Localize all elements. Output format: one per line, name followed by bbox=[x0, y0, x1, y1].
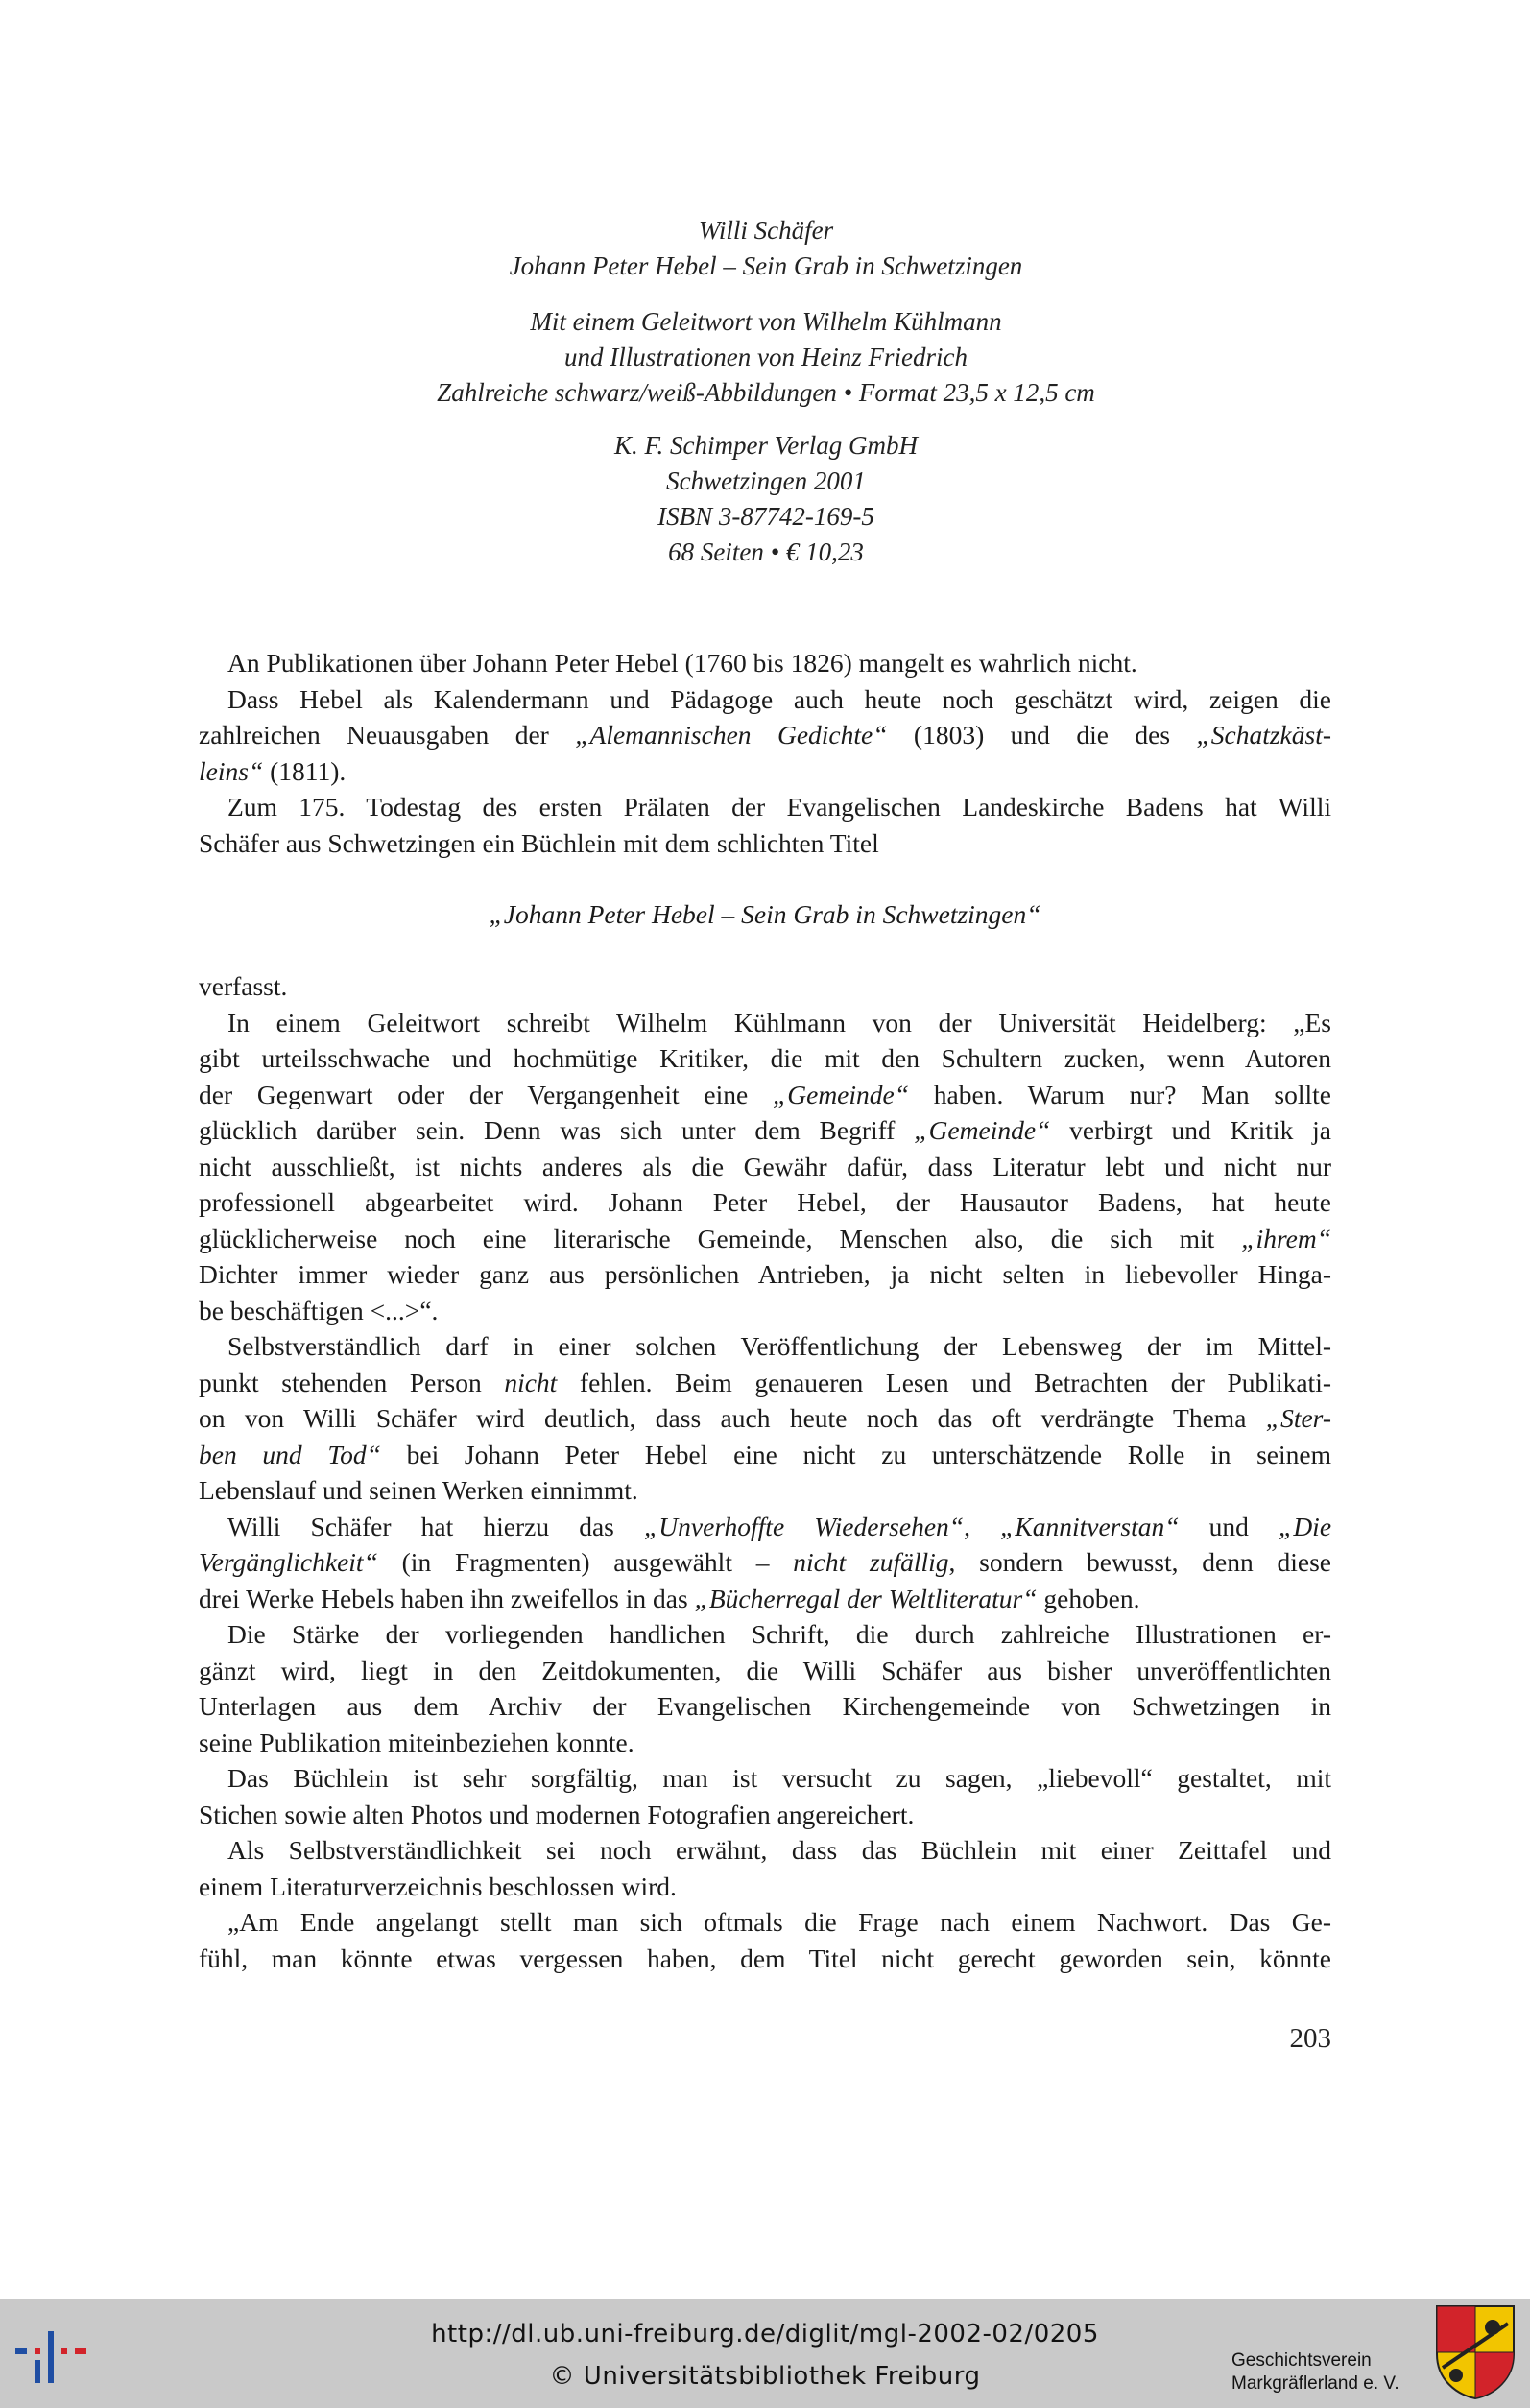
text-line: Stichen sowie alten Photos und modernen Fotografien angereichert. bbox=[199, 1799, 915, 1829]
text-line: In einem Geleitwort schreibt Wilhelm Kühlmann von der Universität Heidelberg: „Es bbox=[227, 1007, 1331, 1037]
document-url-link[interactable]: http://dl.ub.uni-freiburg.de/diglit/mgl-2002-02/0205 bbox=[431, 2320, 1099, 2348]
text-line: drei Werke Hebels haben ihn zweifellos in das „Bücherregal der Weltliteratur“ gehoben. bbox=[199, 1583, 1140, 1613]
publisher: K. F. Schimper Verlag GmbH bbox=[614, 431, 918, 460]
credit-line: Zahlreiche schwarz/weiß-Abbildungen • Format 23,5 x 12,5 cm bbox=[437, 378, 1095, 407]
text-line: der Gegenwart oder der Vergangenheit eine „Gemeinde“ haben. Warum nur? Man sollte bbox=[199, 1079, 1331, 1109]
text-line: gänzt wird, liegt in den Zeitdokumenten, die Willi Schäfer aus bisher unveröffentlichten bbox=[199, 1655, 1331, 1685]
book-title: Johann Peter Hebel – Sein Grab in Schwetzingen bbox=[509, 251, 1023, 280]
text-line: Schäfer aus Schwetzingen ein Büchlein mit dem schlichten Titel bbox=[199, 827, 879, 858]
text-line: einem Literaturverzeichnis beschlossen wird. bbox=[199, 1871, 677, 1901]
quoted-book-title: „Johann Peter Hebel – Sein Grab in Schwetzingen“ bbox=[489, 899, 1041, 929]
text-line: An Publikationen über Johann Peter Hebel (1760 bis 1826) mangelt es wahrlich nicht. bbox=[227, 648, 1137, 678]
text-line: Zum 175. Todestag des ersten Prälaten der Evangelischen Landeskirche Badens hat Willi bbox=[227, 792, 1331, 822]
credit-line: und Illustrationen von Heinz Friedrich bbox=[564, 343, 968, 371]
text-line: Dass Hebel als Kalendermann und Pädagoge auch heute noch geschätzt wird, zeigen die bbox=[227, 683, 1331, 714]
text-line: professionell abgearbeitet wird. Johann Peter Hebel, der Hausautor Badens, hat heute bbox=[199, 1187, 1331, 1217]
text-line: Selbstverständlich darf in einer solchen Veröffentlichung der Lebensweg der im Mittel- bbox=[227, 1331, 1331, 1361]
text-line: fühl, man könnte etwas vergessen haben, dem Titel nicht gerecht geworden sein, könnte bbox=[199, 1943, 1331, 1973]
coat-of-arms-icon bbox=[1435, 2304, 1516, 2400]
text-line: „Am Ende angelangt stellt man sich oftmals die Frage nach einem Nachwort. Das Ge- bbox=[227, 1907, 1331, 1937]
review-text-part-1 bbox=[199, 645, 1331, 861]
isbn: ISBN 3-87742-169-5 bbox=[657, 502, 874, 531]
book-author-title bbox=[200, 213, 1332, 284]
text-line: Willi Schäfer hat hierzu das „Unverhoffte Wiedersehen“, „Kannitverstan“ und „Die bbox=[227, 1511, 1332, 1541]
copyright-notice: © Universitätsbibliothek Freiburg bbox=[549, 2362, 981, 2391]
book-publication-info bbox=[200, 428, 1332, 570]
text-line: Lebenslauf und seinen Werken einnimmt. bbox=[199, 1475, 638, 1505]
text-line: Als Selbstverständlichkeit sei noch erwähnt, dass das Büchlein mit einer Zeittafel und bbox=[227, 1835, 1331, 1865]
text-line: Dichter immer wieder ganz aus persönlichen Antrieben, ja nicht selten in liebevoller Hinga- bbox=[199, 1259, 1331, 1289]
book-credits bbox=[200, 304, 1332, 411]
text-line: be beschäftigen <...>“. bbox=[199, 1295, 439, 1325]
text-line: verfasst. bbox=[199, 971, 288, 1001]
text-line: glücklich darüber sein. Denn was sich unter dem Begriff „Gemeinde“ verbirgt und Kritik ja bbox=[199, 1115, 1331, 1145]
text-line: seine Publikation miteinbeziehen konnte. bbox=[199, 1727, 634, 1757]
text-line: Das Büchlein ist sehr sorgfältig, man ist versucht zu sagen, „liebevoll“ gestaltet, mit bbox=[227, 1763, 1331, 1793]
text-line: on von Willi Schäfer wird deutlich, dass auch heute noch das oft verdrängte Thema „Ster- bbox=[199, 1403, 1331, 1433]
text-line: glücklicherweise noch eine literarische Gemeinde, Menschen also, die sich mit „ihrem“ bbox=[199, 1223, 1331, 1253]
place-year: Schwetzingen 2001 bbox=[666, 466, 866, 495]
text-line: Vergänglichkeit“ (in Fragmenten) ausgewählt – nicht zufällig, sondern bewusst, denn diese bbox=[199, 1547, 1332, 1577]
page-number: 203 bbox=[1289, 2023, 1331, 2054]
text-line: Unterlagen aus dem Archiv der Evangelischen Kirchengemeinde von Schwetzingen in bbox=[199, 1691, 1331, 1721]
text-line: ben und Tod“ bei Johann Peter Hebel eine nicht zu unterschätzende Rolle in seinem bbox=[199, 1439, 1331, 1469]
credit-line: Mit einem Geleitwort von Wilhelm Kühlmann bbox=[530, 307, 1002, 336]
text-line: zahlreichen Neuausgaben der „Alemannischen Gedichte“ (1803) und die des „Schatzkäst- bbox=[199, 720, 1331, 750]
review-text-part-2 bbox=[199, 968, 1331, 1976]
footer-bar bbox=[0, 2299, 1530, 2408]
text-line: punkt stehenden Person nicht fehlen. Beim genaueren Lesen und Betrachten der Publikati- bbox=[199, 1367, 1331, 1397]
partner-name: Geschichtsverein Markgräflerland e. V. bbox=[1231, 2350, 1399, 2394]
text-line: leins“ (1811). bbox=[199, 755, 347, 786]
text-line: nicht ausschließt, ist nichts anderes als die Gewähr dafür, dass Literatur lebt und nicht nur bbox=[199, 1151, 1331, 1181]
text-line: gibt urteilsschwache und hochmütige Kritiker, die mit den Schultern zucken, wenn Autoren bbox=[199, 1043, 1331, 1073]
book-author: Willi Schäfer bbox=[698, 216, 834, 245]
pages-price: 68 Seiten • € 10,23 bbox=[668, 537, 864, 566]
text-line: Die Stärke der vorliegenden handlichen Schrift, die durch zahlreiche Illustrationen er- bbox=[227, 1619, 1331, 1649]
